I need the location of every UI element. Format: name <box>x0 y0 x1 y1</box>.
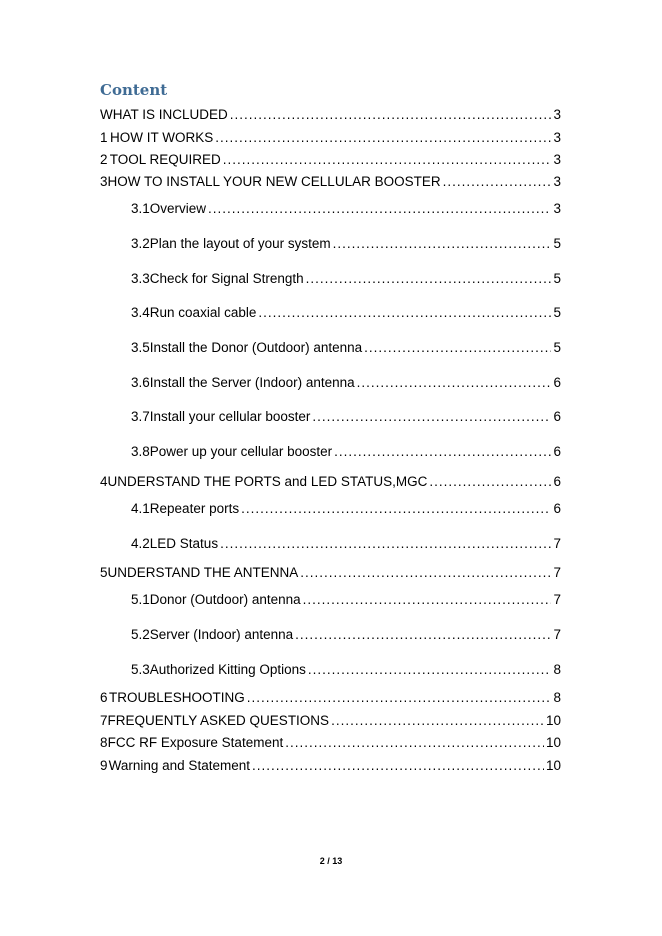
toc-entry-number: 3.1 <box>131 201 150 216</box>
toc-entry-number: 4.1 <box>131 501 150 516</box>
toc-entry-number: 3 <box>100 174 108 189</box>
toc-entry-page: 6 <box>553 501 561 516</box>
toc-entry-label: HOW IT WORKS <box>109 130 214 145</box>
toc-entry-label: Run coaxial cable <box>149 305 257 320</box>
toc-entry-number: 9 <box>100 758 108 773</box>
dot-leader <box>241 499 551 519</box>
toc-entry-page: 6 <box>553 444 561 459</box>
toc-entry-label: FCC RF Exposure Statement <box>107 735 284 750</box>
toc-entry-page: 8 <box>553 690 561 705</box>
toc-entry-number: 5.3 <box>131 662 150 677</box>
toc-entry-label: Check for Signal Strength <box>149 271 304 286</box>
toc-entry-fcc-statement[interactable] <box>100 733 561 753</box>
dot-leader <box>220 534 551 554</box>
toc-entry-what-is-included[interactable] <box>100 105 561 125</box>
dot-leader <box>295 625 551 645</box>
toc-entry-page: 3 <box>553 107 561 122</box>
toc-entry-label: TROUBLESHOOTING <box>109 690 245 705</box>
toc-entry-server-antenna-install[interactable] <box>131 373 561 393</box>
toc-entry-number: 7 <box>100 713 108 728</box>
toc-title: Content <box>100 81 168 99</box>
toc-entry-number: 5.2 <box>131 627 150 642</box>
toc-entry-page: 3 <box>553 174 561 189</box>
dot-leader <box>230 105 552 125</box>
toc-entry-label: HOW TO INSTALL YOUR NEW CELLULAR BOOSTER <box>107 174 441 189</box>
toc-entry-understand-antenna[interactable] <box>100 563 561 583</box>
toc-entry-number: 4.2 <box>131 536 150 551</box>
dot-leader <box>333 234 552 254</box>
toc-entry-number: 3.6 <box>131 375 150 390</box>
toc-entry-faq[interactable] <box>100 711 561 731</box>
toc-entry-page: 7 <box>553 536 561 551</box>
toc-entry-page: 6 <box>553 409 561 424</box>
toc-entry-page: 8 <box>553 662 561 677</box>
toc-entry-label: Server (Indoor) antenna <box>149 627 294 642</box>
dot-leader <box>303 590 552 610</box>
toc-entry-page: 6 <box>553 474 561 489</box>
toc-entry-page: 10 <box>545 713 561 728</box>
toc-entry-number: 2 <box>100 152 108 167</box>
toc-entry-number: 3.8 <box>131 444 150 459</box>
toc-entry-number: 3.3 <box>131 271 150 286</box>
dot-leader <box>364 338 551 358</box>
toc-entry-number: 5.1 <box>131 592 150 607</box>
toc-entry-label: Install your cellular booster <box>149 409 311 424</box>
dot-leader <box>252 756 544 776</box>
toc-entry-label: Overview <box>149 201 207 216</box>
toc-entry-page: 10 <box>545 735 561 750</box>
dot-leader <box>312 407 551 427</box>
dot-leader <box>258 303 551 323</box>
toc-entry-page: 7 <box>553 627 561 642</box>
toc-entry-led-status[interactable] <box>131 534 561 554</box>
toc-entry-troubleshooting[interactable] <box>100 688 561 708</box>
toc-entry-page: 3 <box>553 152 561 167</box>
dot-leader <box>285 733 544 753</box>
toc-entry-page: 7 <box>553 592 561 607</box>
toc-entry-power-up[interactable] <box>131 442 561 462</box>
toc-entry-page: 5 <box>553 305 561 320</box>
toc-entry-label: Power up your cellular booster <box>149 444 333 459</box>
dot-leader <box>334 442 551 462</box>
toc-entry-label: Repeater ports <box>149 501 240 516</box>
toc-entry-how-to-install[interactable] <box>100 172 561 192</box>
toc-entry-label: Install the Server (Indoor) antenna <box>149 375 355 390</box>
toc-entry-how-it-works[interactable] <box>100 128 561 148</box>
toc-entry-label: Warning and Statement <box>108 758 250 773</box>
toc-entry-overview[interactable] <box>131 199 561 219</box>
toc-entry-warning-statement[interactable] <box>100 756 561 776</box>
toc-entry-label: Plan the layout of your system <box>149 236 331 251</box>
toc-entry-donor-antenna[interactable] <box>131 590 561 610</box>
dot-leader <box>357 373 552 393</box>
toc-entry-page: 3 <box>553 130 561 145</box>
toc-entry-number: 3.4 <box>131 305 150 320</box>
toc-entry-label: TOOL REQUIRED <box>109 152 221 167</box>
dot-leader <box>331 711 544 731</box>
toc-entry-signal-strength[interactable] <box>131 269 561 289</box>
toc-entry-donor-antenna-install[interactable] <box>131 338 561 358</box>
toc-entry-coaxial-cable[interactable] <box>131 303 561 323</box>
toc-entry-label: Authorized Kitting Options <box>149 662 306 677</box>
dot-leader <box>429 472 551 492</box>
dot-leader <box>247 688 552 708</box>
toc-entry-ports-led[interactable] <box>100 472 561 492</box>
dot-leader <box>300 563 551 583</box>
toc-entry-page: 7 <box>553 565 561 580</box>
toc-entry-number: 6 <box>100 690 108 705</box>
toc-entry-label: Install the Donor (Outdoor) antenna <box>149 340 363 355</box>
toc-entry-page: 5 <box>553 236 561 251</box>
toc-entry-repeater-ports[interactable] <box>131 499 561 519</box>
toc-entry-number: 5 <box>100 565 108 580</box>
toc-entry-label: UNDERSTAND THE PORTS and LED STATUS,MGC <box>107 474 428 489</box>
toc-entry-number: 3.5 <box>131 340 150 355</box>
toc-entry-number: 3.2 <box>131 236 150 251</box>
toc-entry-number: 3.7 <box>131 409 150 424</box>
toc-entry-number: 4 <box>100 474 108 489</box>
toc-entry-label: UNDERSTAND THE ANTENNA <box>107 565 299 580</box>
toc-entry-install-booster[interactable] <box>131 407 561 427</box>
toc-entry-page: 3 <box>553 201 561 216</box>
toc-entry-page: 5 <box>553 340 561 355</box>
dot-leader <box>208 199 551 219</box>
dot-leader <box>306 269 552 289</box>
toc-entry-tool-required[interactable] <box>100 150 561 170</box>
toc-entry-label: WHAT IS INCLUDED <box>100 107 228 122</box>
toc-entry-number: 1 <box>100 130 108 145</box>
toc-entry-label: FREQUENTLY ASKED QUESTIONS <box>107 713 330 728</box>
toc-entry-label: LED Status <box>149 536 219 551</box>
toc-entry-page: 5 <box>553 271 561 286</box>
toc-entry-kitting-options[interactable] <box>131 660 561 680</box>
dot-leader <box>223 150 552 170</box>
toc-entry-server-antenna[interactable] <box>131 625 561 645</box>
dot-leader <box>215 128 551 148</box>
toc-entry-page: 10 <box>545 758 561 773</box>
page-indicator: 2 / 13 <box>319 856 343 866</box>
toc-entry-plan-layout[interactable] <box>131 234 561 254</box>
toc-entry-page: 6 <box>553 375 561 390</box>
dot-leader <box>308 660 552 680</box>
toc-entry-label: Donor (Outdoor) antenna <box>149 592 301 607</box>
dot-leader <box>443 172 552 192</box>
toc-entry-number: 8 <box>100 735 108 750</box>
